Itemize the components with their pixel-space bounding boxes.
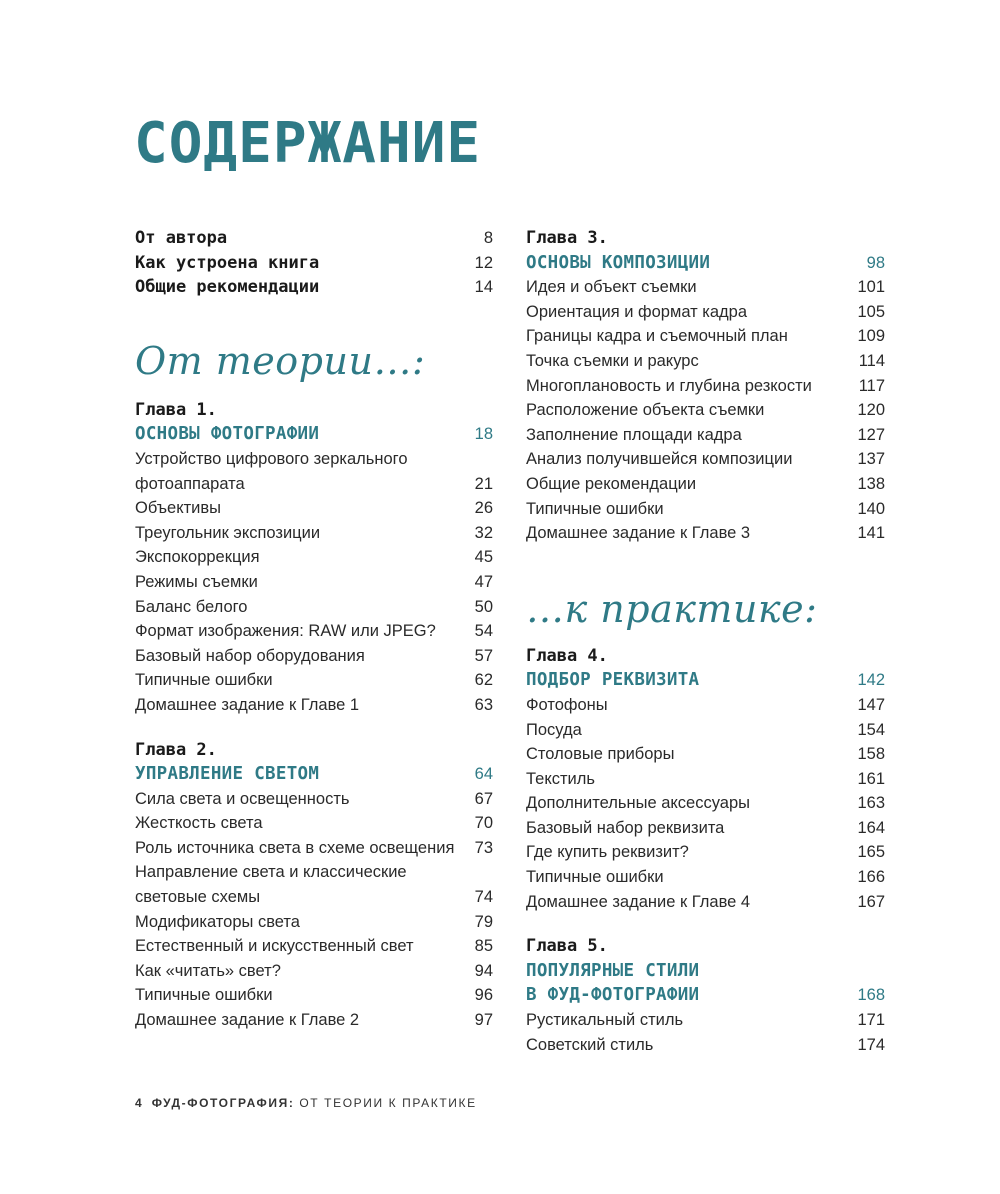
entry-page: 85 [474,937,493,956]
entry-page: 127 [857,425,885,444]
entry-title: Модификаторы света [135,912,300,931]
entry-title: Роль источника света в схеме освещения [135,838,455,857]
entry-page: 167 [857,892,885,911]
entry-title: Ориентация и формат кадра [526,302,748,321]
chapter-4 [526,644,885,915]
entry-title: Рустикальный стиль [526,1011,684,1030]
entry-page: 79 [474,912,493,931]
toc-entry[interactable] [135,275,493,300]
entry-title: Типичные ошибки [135,671,273,690]
entry-page: 138 [857,474,885,493]
entry-title: Фотофоны [526,695,608,714]
entry-title: Базовый набор реквизита [526,818,725,837]
entry-page: 45 [474,548,493,567]
toc-entry[interactable] [135,226,493,251]
entry-title: Как устроена книга [135,252,320,273]
chapter-page: 18 [474,425,493,444]
toc-entry[interactable] [135,934,493,959]
entry-page: 166 [857,868,885,887]
section-practice-heading: …к практике: [526,586,818,631]
toc-entry[interactable] [526,693,885,718]
toc-right-column [526,226,885,1057]
entry-title: Типичные ошибки [526,499,664,518]
entry-title: Советский стиль [526,1035,654,1054]
toc-entry[interactable] [526,300,885,325]
entry-page: 163 [857,794,885,813]
entry-page: 164 [857,818,885,837]
page-footer [135,1096,477,1110]
entry-title: Сила света и освещенность [135,789,350,808]
entry-page: 147 [857,695,885,714]
entry-title: Где купить реквизит? [526,843,689,862]
chapter-5 [526,934,885,1057]
entry-page: 120 [857,401,885,420]
chapter-title-text: ОСНОВЫ ФОТОГРАФИИ [135,424,320,445]
toc-entry[interactable] [135,595,493,620]
toc-entry[interactable] [135,959,493,984]
section-theory-heading: От теории…: [135,338,426,383]
entry-title: Баланс белого [135,597,248,616]
page-number: 4 [135,1096,142,1110]
entry-page: 12 [474,253,493,272]
toc-entry[interactable] [135,496,493,521]
entry-page: 21 [474,474,493,493]
entry-page: 94 [474,961,493,980]
entry-page: 171 [857,1011,885,1030]
entry-page: 117 [858,376,885,395]
entry-page: 109 [857,327,885,346]
toc-entry[interactable] [135,668,493,693]
entry-page: 63 [474,695,493,714]
chapter-title[interactable] [526,959,885,984]
entry-title: Столовые приборы [526,745,675,764]
chapter-label: Глава 1. [135,399,217,420]
entry-page: 174 [857,1035,885,1054]
entry-title: Устройство цифрового зеркального фотоаппарата [135,449,408,493]
toc-entry[interactable] [526,374,885,399]
chapter-title-text: ПОПУЛЯРНЫЕ СТИЛИ [526,960,700,981]
entry-title: Домашнее задание к Главе 3 [526,524,751,543]
toc-entry[interactable] [135,251,493,276]
entry-title: Направление света и классические световые схемы [135,863,407,907]
chapter-page: 64 [474,765,493,784]
entry-page: 62 [474,671,493,690]
book-title-bold: ФУД-ФОТОГРАФИЯ: [151,1096,295,1110]
entry-title: Общие рекомендации [526,474,697,493]
toc-entry[interactable] [526,472,885,497]
entry-page: 70 [474,814,493,833]
toc-entry[interactable] [526,742,885,767]
toc-entry[interactable] [526,447,885,472]
toc-entry[interactable] [135,860,493,909]
entry-title: Текстиль [526,769,595,788]
toc-entry[interactable] [526,840,885,865]
chapter-label: Глава 4. [526,645,608,666]
toc-entry[interactable] [135,644,493,669]
entry-page: 74 [474,888,493,907]
toc-entry[interactable] [526,816,885,841]
toc-entry[interactable] [135,447,493,496]
entry-page: 165 [857,843,885,862]
entry-page: 50 [474,597,493,616]
toc-entry[interactable] [526,423,885,448]
entry-page: 158 [857,745,885,764]
entry-title: Заполнение площади кадра [526,425,742,444]
entry-page: 96 [474,986,493,1005]
chapter-page: 98 [866,253,885,272]
entry-page: 97 [474,1011,493,1030]
entry-page: 154 [857,720,885,739]
chapter-title[interactable] [135,762,493,787]
chapter-label: Глава 2. [135,739,217,760]
toc-entry[interactable] [135,693,493,718]
entry-page: 141 [857,524,885,543]
toc-entry[interactable] [526,791,885,816]
entry-title: Формат изображения: RAW или JPEG? [135,622,436,641]
chapter-title[interactable] [526,668,885,693]
chapter-3 [526,226,885,546]
toc-entry[interactable] [526,1008,885,1033]
entry-page: 137 [857,450,885,469]
entry-title: Точка съемки и ракурс [526,351,699,370]
chapter-title-text: УПРАВЛЕНИЕ СВЕТОМ [135,764,320,785]
toc-entry[interactable] [135,787,493,812]
toc-entry[interactable] [135,545,493,570]
toc-entry[interactable] [526,890,885,915]
entry-title: Как «читать» свет? [135,961,281,980]
chapter-title-text: ПОДБОР РЕКВИЗИТА [526,670,700,691]
entry-title: Посуда [526,720,582,739]
chapter-label: Глава 3. [526,228,608,248]
toc-entry[interactable] [135,1008,493,1033]
entry-page: 26 [474,499,493,518]
entry-title: Экспокоррекция [135,548,260,567]
entry-page: 8 [483,229,493,247]
entry-title: Естественный и искусственный свет [135,937,414,956]
chapter-title[interactable] [526,251,885,276]
chapter-title-text: В ФУД-ФОТОГРАФИИ [526,985,700,1006]
toc-entry[interactable] [135,811,493,836]
entry-page: 57 [474,646,493,665]
toc-entry[interactable] [135,983,493,1008]
chapter-title-text: ОСНОВЫ КОМПОЗИЦИИ [526,252,711,273]
entry-title: От автора [135,228,228,248]
toc-entry[interactable] [135,570,493,595]
chapter-2 [135,738,493,1033]
entry-title: Типичные ошибки [526,868,664,887]
toc-entry[interactable] [526,767,885,792]
toc-entry[interactable] [135,521,493,546]
entry-title: Домашнее задание к Главе 4 [526,892,751,911]
entry-title: Общие рекомендации [135,277,320,298]
chapter-1 [135,398,493,718]
entry-title: Многоплановость и глубина резкости [526,376,812,395]
entry-title: Границы кадра и съемочный план [526,327,788,346]
entry-title: Дополнительные аксессуары [526,794,750,813]
entry-page: 67 [474,789,493,808]
entry-page: 114 [858,351,885,370]
entry-title: Базовый набор оборудования [135,646,365,665]
toc-entry[interactable] [135,836,493,861]
toc-entry[interactable] [526,275,885,300]
toc-entry[interactable] [526,497,885,522]
entry-title: Идея и объект съемки [526,278,697,297]
entry-page: 161 [857,769,885,788]
toc-entry[interactable] [526,1033,885,1058]
toc-entry[interactable] [135,619,493,644]
entry-title: Типичные ошибки [135,986,273,1005]
entry-page: 14 [474,278,493,297]
toc-entry[interactable] [526,865,885,890]
chapter-page: 168 [857,986,885,1005]
chapter-label: Глава 5. [526,936,608,957]
entry-page: 47 [474,572,493,591]
toc-left-column [135,226,493,1033]
intro-list [135,226,493,300]
entry-page: 140 [857,499,885,518]
chapter-title[interactable] [526,983,885,1008]
entry-title: Расположение объекта съемки [526,401,765,420]
chapter-page: 142 [857,671,885,690]
chapter-title[interactable] [135,422,493,447]
entry-page: 73 [474,838,493,857]
entry-page: 54 [474,622,493,641]
entry-title: Домашнее задание к Главе 1 [135,695,360,714]
page-title: СОДЕРЖАНИЕ [134,111,482,176]
toc-entry[interactable] [526,349,885,374]
entry-title: Домашнее задание к Главе 2 [135,1011,360,1030]
entry-page: 105 [857,302,885,321]
entry-page: 101 [857,278,885,297]
toc-entry[interactable] [526,398,885,423]
entry-title: Жесткость света [135,814,263,833]
toc-entry[interactable] [526,324,885,349]
entry-title: Анализ получившейся композиции [526,450,793,469]
entry-title: Режимы съемки [135,572,258,591]
toc-entry[interactable] [526,718,885,743]
entry-title: Объективы [135,499,222,518]
entry-page: 32 [474,523,493,542]
toc-entry[interactable] [135,910,493,935]
toc-entry[interactable] [526,521,885,546]
entry-title: Треугольник экспозиции [135,523,321,542]
book-title-rest: ОТ ТЕОРИИ К ПРАКТИКЕ [294,1096,477,1110]
